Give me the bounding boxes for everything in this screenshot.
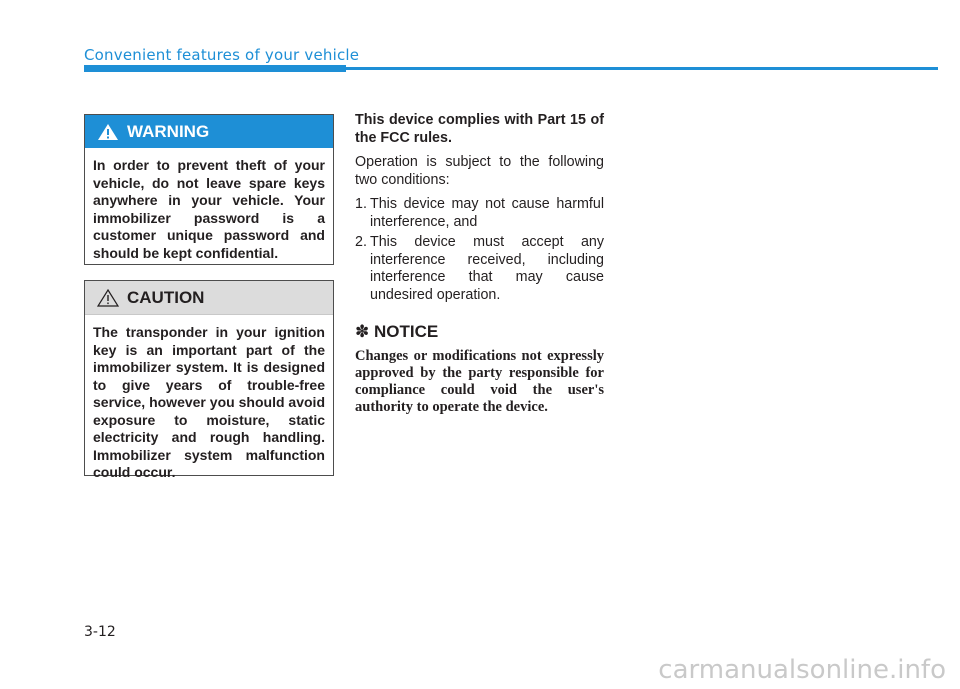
warning-text: In order to prevent theft of your vehicle, do not leave spare keys anywhere in your vehicle. Your immobilizer password is a customer unique password and should be kept confidential. bbox=[93, 157, 325, 261]
section-title: Convenient features of your vehicle bbox=[84, 46, 360, 64]
notice-text: Changes or modifications not expressly approved by the party responsible for compliance could void the user's authority to operate the device. bbox=[355, 348, 604, 415]
list-number: 2. bbox=[355, 234, 367, 250]
notice-symbol: ✽ bbox=[355, 322, 370, 341]
warning-header bbox=[85, 115, 333, 148]
fcc-heading: This device complies with Part 15 of the FCC rules. bbox=[355, 112, 604, 146]
warning-triangle-icon bbox=[97, 123, 119, 141]
notice-heading bbox=[355, 321, 604, 343]
list-number: 1. bbox=[355, 196, 367, 212]
page-number: 3-12 bbox=[84, 624, 116, 640]
caution-label: CAUTION bbox=[127, 287, 205, 307]
fcc-intro: Operation is subject to the following two conditions: bbox=[355, 154, 604, 188]
warning-label: WARNING bbox=[127, 121, 210, 141]
header-rule bbox=[84, 67, 938, 70]
list-text: This device must accept any interference received, including interference that may cause undesired operation. bbox=[370, 234, 604, 303]
list-item bbox=[355, 196, 604, 231]
caution-triangle-icon bbox=[97, 289, 119, 307]
notice-title: NOTICE bbox=[373, 322, 439, 341]
list-text: This device may not cause harmful interference, and bbox=[370, 196, 604, 230]
caution-text: The transponder in your ignition key is an important part of the immobilizer system. It is designed to give years of trouble-free service, however you should avoid exposure to moisture, static electricity and rough handling. Immobilizer system malfunction could occur. bbox=[93, 324, 325, 480]
fcc-conditions bbox=[355, 196, 604, 304]
caution-header bbox=[85, 281, 333, 315]
warning-box bbox=[84, 114, 334, 265]
list-item bbox=[355, 234, 604, 304]
caution-box bbox=[84, 280, 334, 480]
watermark: carmanualsonline.info bbox=[658, 655, 946, 685]
fcc-column bbox=[355, 112, 604, 416]
